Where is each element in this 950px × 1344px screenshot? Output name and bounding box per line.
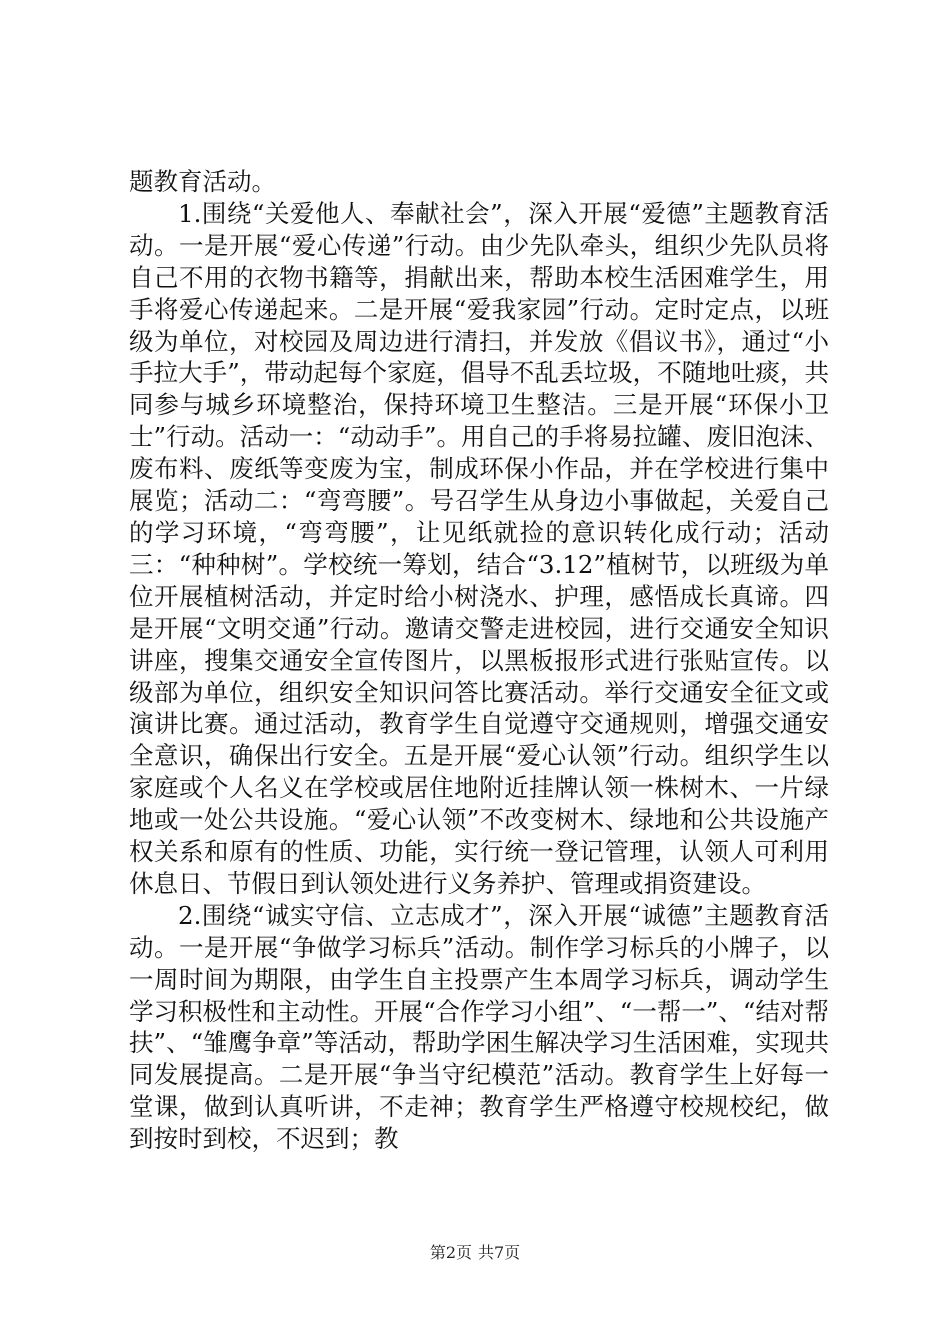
page-total: 共7页 (478, 1243, 521, 1262)
page-footer (0, 1243, 950, 1263)
paragraph-item-1: 1.围绕“关爱他人、奉献社会”，深入开展“爱德”主题教育活动。一是开展“爱心传递”行动。由少先队牵头，组织少先队员将自己不用的衣物书籍等，捐献出来，帮助本校生活困难学生，用手将爱心传递起来。二是开展“爱我家园”行动。定时定点，以班级为单位，对校园及周边进行清扫，并发放《倡议书》，通过“小手拉大手”，带动起每个家庭，倡导不乱丢垃圾，不随地吐痰，共同参与城乡环境整治，保持环境卫生整洁。三是开展“环保小卫士”行动。活动一：“动动手”。用自己的手将易拉罐、废旧泡沫、废布料、废纸等变废为宝，制成环保小作品，并在学校进行集中展览；活动二：“弯弯腰”。号召学生从身边小事做起，关爱自己的学习环境，“弯弯腰”，让见纸就捡的意识转化成行动；活动三：“种种树”。学校统一筹划，结合“3.12”植树节，以班级为单位开展植树活动，并定时给小树浇水、护理，感悟成长真谛。四是开展“文明交通”行动。邀请交警走进校园，进行交通安全知识讲座，搜集交通安全宣传图片，以黑板报形式进行张贴宣传。以级部为单位，组织安全知识问答比赛活动。举行交通安全征文或演讲比赛。通过活动，教育学生自觉遵守交通规则，增强交通安全意识，确保出行安全。五是开展“爱心认领”行动。组织学生以家庭或个人名义在学校或居住地附近挂牌认领一株树木、一片绿地或一处公共设施。“爱心认领”不改变树木、绿地和公共设施产权关系和原有的性质、功能，实行统一登记管理，认领人可利用休息日、节假日到认领处进行义务养护、管理或捐资建设。 (129, 198, 829, 898)
page-number: 第2页 (429, 1243, 472, 1262)
paragraph-item-2: 2.围绕“诚实守信、立志成才”，深入开展“诚德”主题教育活动。一是开展“争做学习标兵”活动。制作学习标兵的小牌子，以一周时间为期限，由学生自主投票产生本周学习标兵，调动学生学习积极性和主动性。开展“合作学习小组”、“一帮一”、“结对帮扶”、“雏鹰争章”等活动，帮助学困生解决学习生活困难，实现共同发展提高。二是开展“争当守纪模范”活动。教育学生上好每一堂课，做到认真听讲，不走神；教育学生严格遵守校规校纪，做到按时到校，不迟到；教 (129, 900, 829, 1154)
paragraph-continuation: 题教育活动。 (129, 167, 276, 196)
document-body (129, 166, 829, 1155)
